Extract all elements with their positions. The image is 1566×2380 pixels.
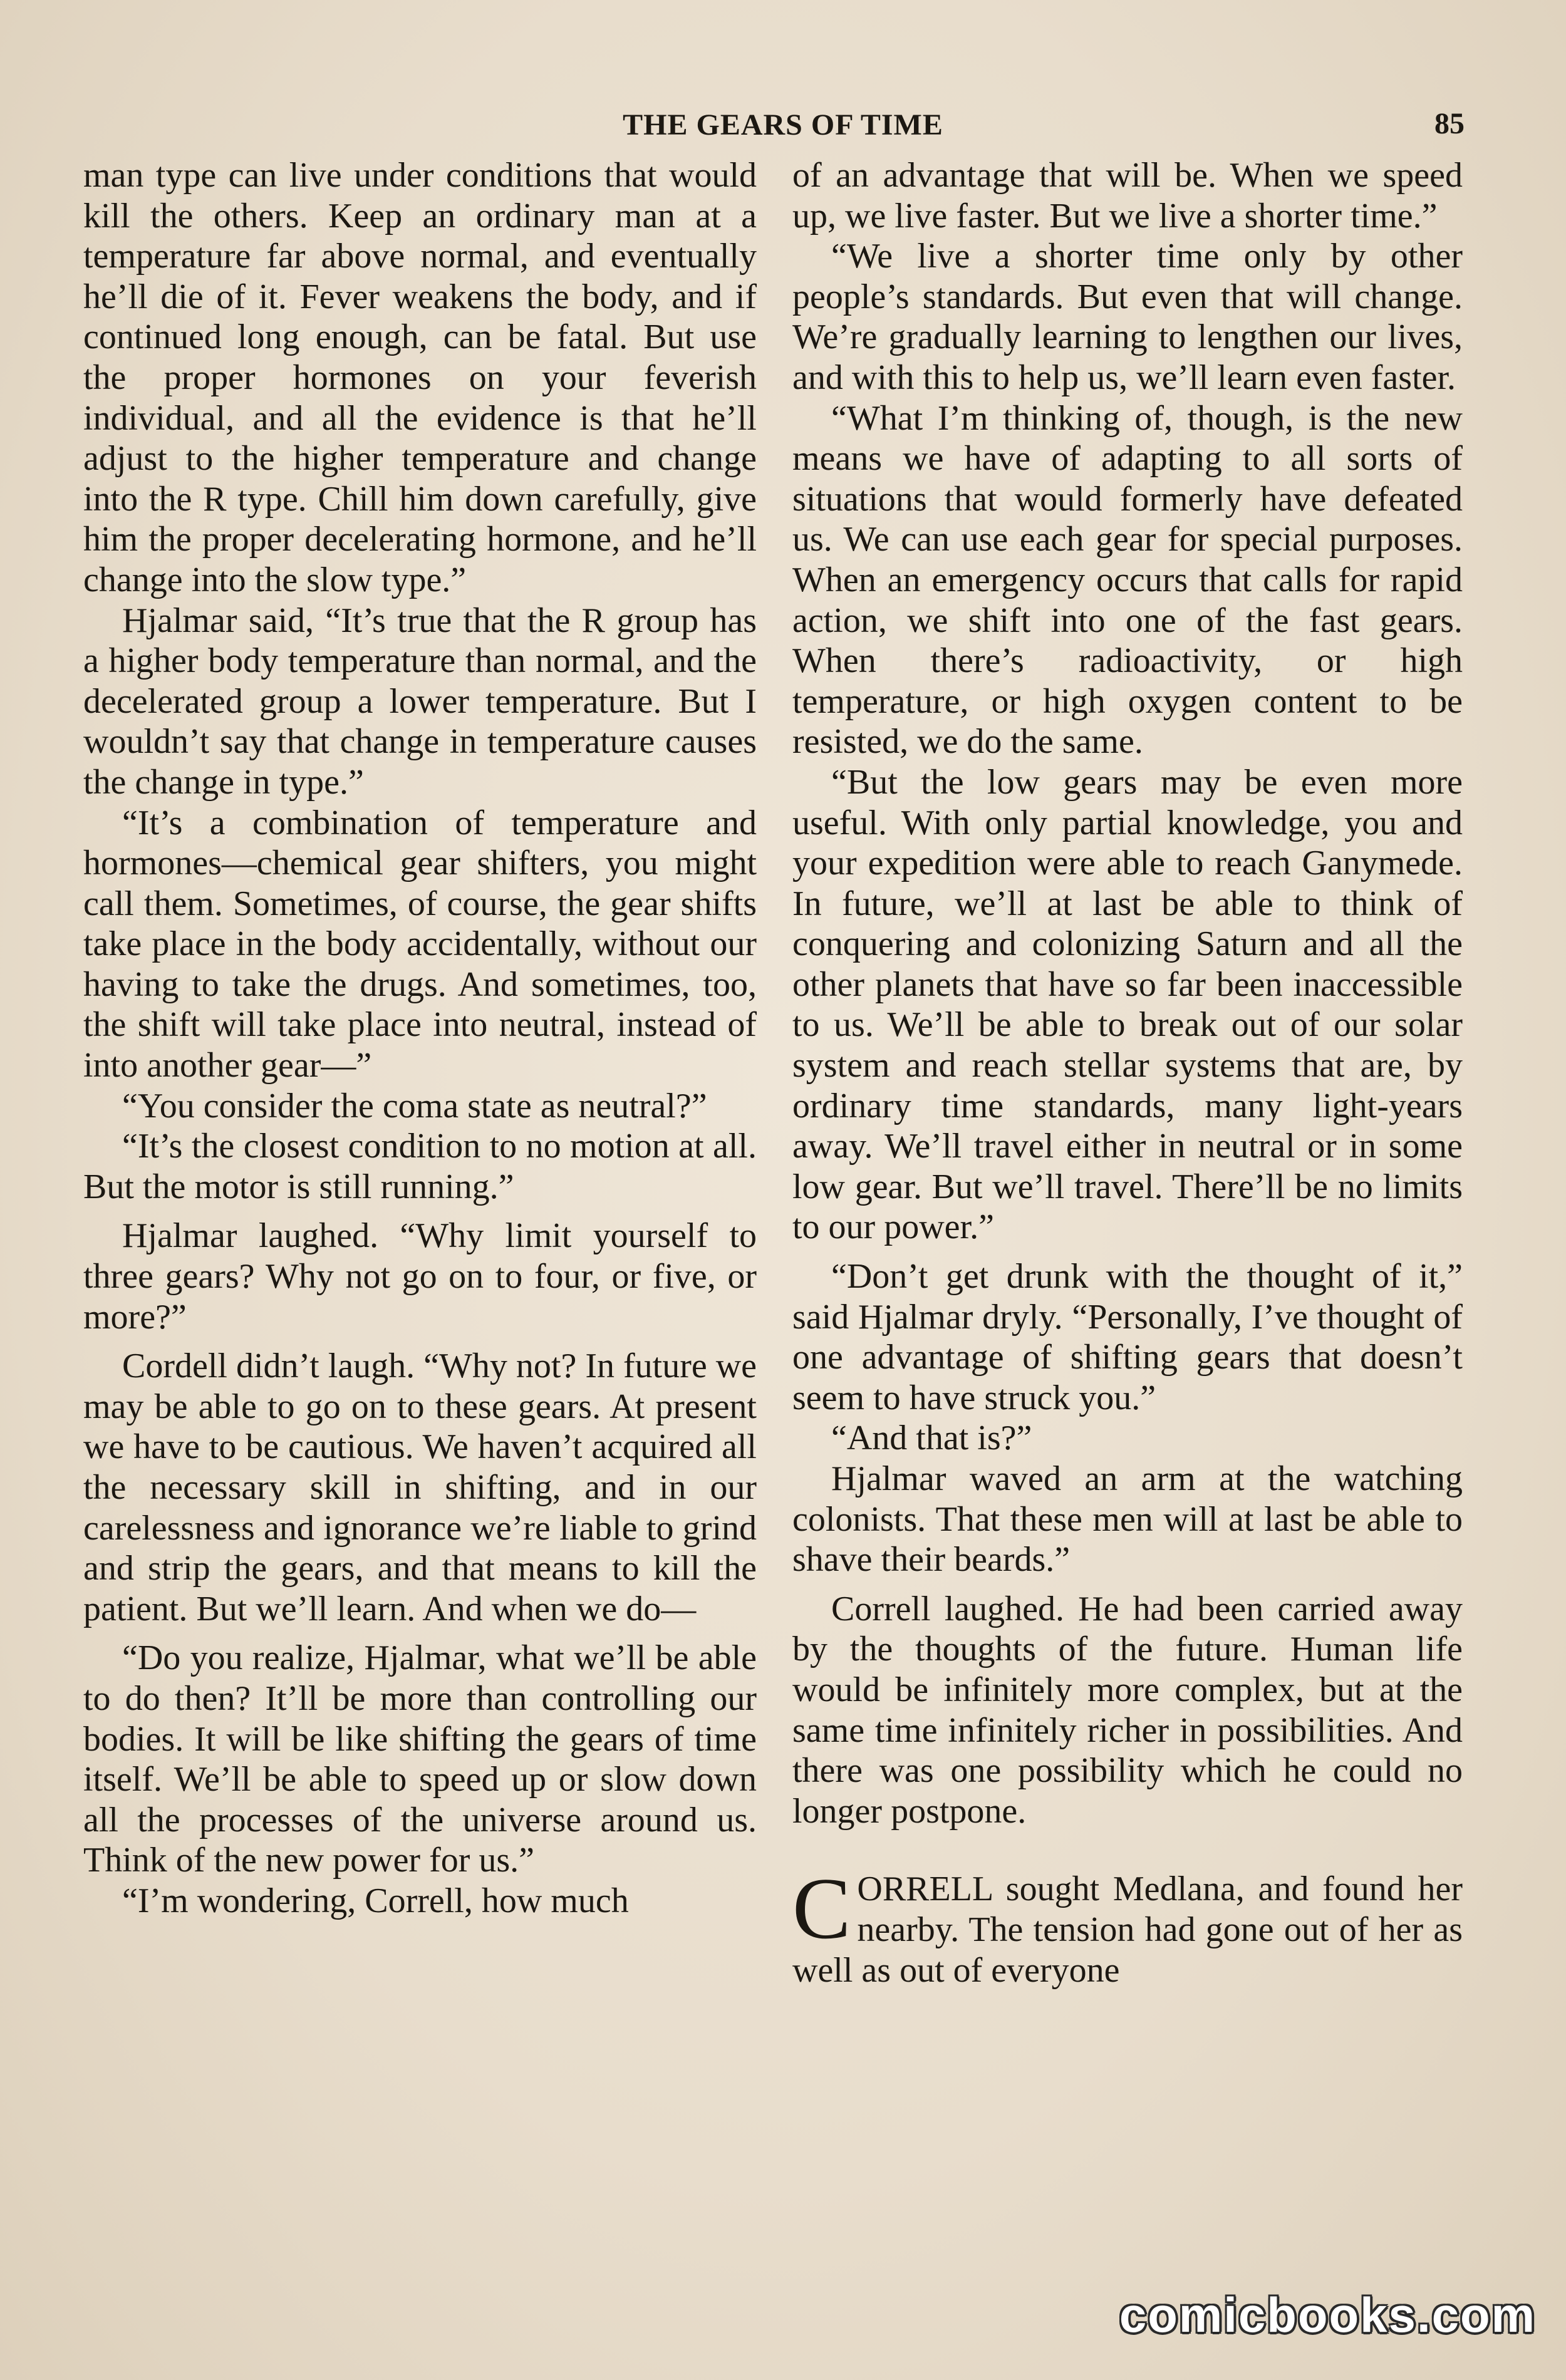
paragraph-text: sought Medlana, and found her nearby. The tension had gone out of her as well as out of everyone (792, 1870, 1463, 1990)
paragraph: “Do you realize, Hjalmar, what we’ll be able to do then? It’ll be more than controlling our bodies. It will be like shifting the gears of time itself. We’ll be able to speed up or slow down all the processes of the universe around us. Think of the new power for us.” (83, 1638, 757, 1880)
paragraph: Hjalmar waved an arm at the watching colonists. That these men will at last be able to shave their beards.” (792, 1459, 1463, 1580)
paragraph: man type can live under conditions that would kill the others. Keep an ordinary man at a temperature far above normal, and eventually he’ll die of it. Fever weakens the body, and if continued long enough, can be fatal. But use the proper hormones on your feverish individual, and all the evidence is that he’ll adjust to the higher temperature and change into the R type. Chill him down carefully, give him the proper decelerating hormone, and he’ll change into the slow type.” (83, 156, 757, 599)
paragraph: Hjalmar said, “It’s true that the R group has a higher body temperature than normal, and the decelerated group a lower temperature. But I wouldn’t say that change in temperature causes the change in type.” (83, 601, 757, 802)
right-column (792, 155, 1463, 1990)
page-number: 85 (1434, 107, 1465, 140)
left-column (83, 155, 757, 1922)
paragraph: Cordell didn’t laugh. “Why not? In future we may be able to go on to these gears. At present we have to be cautious. We haven’t acquired all the necessary skill in shifting, and in our carelessness and ignorance we’re liable to grind and strip the gears, and that means to kill the patient. But we’ll learn. And when we do— (83, 1347, 757, 1628)
paragraph: “I’m wondering, Correll, how much (122, 1881, 629, 1920)
paragraph: “Don’t get drunk with the thought of it,” said Hjalmar dryly. “Personally, I’ve thought of one advantage of shifting gears that doesn’t seem to have struck you.” (792, 1257, 1463, 1417)
lead-word: ORRELL (857, 1870, 993, 1909)
paragraph: “You consider the coma state as neutral?” (122, 1086, 707, 1125)
section-opening-paragraph (792, 1860, 1463, 1990)
paragraph: Correll laughed. He had been carried away by the thoughts of the future. Human life would be infinitely more complex, but at the same time infinitely richer in possibilities. And there was one possibility which he could no longer postpone. (792, 1589, 1463, 1831)
drop-cap: C (792, 1860, 851, 1958)
paragraph: “And that is?” (831, 1419, 1032, 1458)
running-title: THE GEARS OF TIME (623, 108, 943, 142)
paragraph: “It’s a combination of temperature and hormones—chemical gear shifters, you might call them. Sometimes, of course, the gear shifts take place in the body accidentally, without our having to take the drugs. And sometimes, too, the shift will take place into neutral, instead of into another gear—” (83, 803, 757, 1085)
paragraph: “But the low gears may be even more useful. With only partial knowledge, you and your expedition were able to reach Ganymede. In future, we’ll at last be able to think of conquering and colonizing Saturn and all the other planets that have so far been inaccessible to us. We’ll be able to break out of our solar system and reach stellar systems that are, by ordinary time standards, many light-years away. We’ll travel either in neutral or in some low gear. But we’ll travel. There’ll be no limits to our power.” (792, 762, 1463, 1247)
paragraph: Hjalmar laughed. “Why limit yourself to three gears? Why not go on to four, or five, or more?” (83, 1216, 757, 1337)
paragraph: “We live a shorter time only by other people’s standards. But even that will change. We’re gradually learning to lengthen our lives, and with this to help us, we’ll learn even faster. (792, 237, 1463, 397)
paragraph: “What I’m thinking of, though, is the new means we have of adapting to all sorts of situations that would formerly have defeated us. We can use each gear for special purposes. When an emergency occurs that calls for rapid action, we shift into one of the fast gears. When there’s radioactivity, or high temperature, or high oxygen content to be resisted, we do the same. (792, 398, 1463, 762)
paragraph: “It’s the closest condition to no motion at all. But the motor is still running.” (83, 1127, 757, 1206)
paragraph: of an advantage that will be. When we speed up, we live faster. But we live a shorter time.” (792, 156, 1463, 235)
watermark-logo: comicbooks.com (1119, 2287, 1536, 2342)
